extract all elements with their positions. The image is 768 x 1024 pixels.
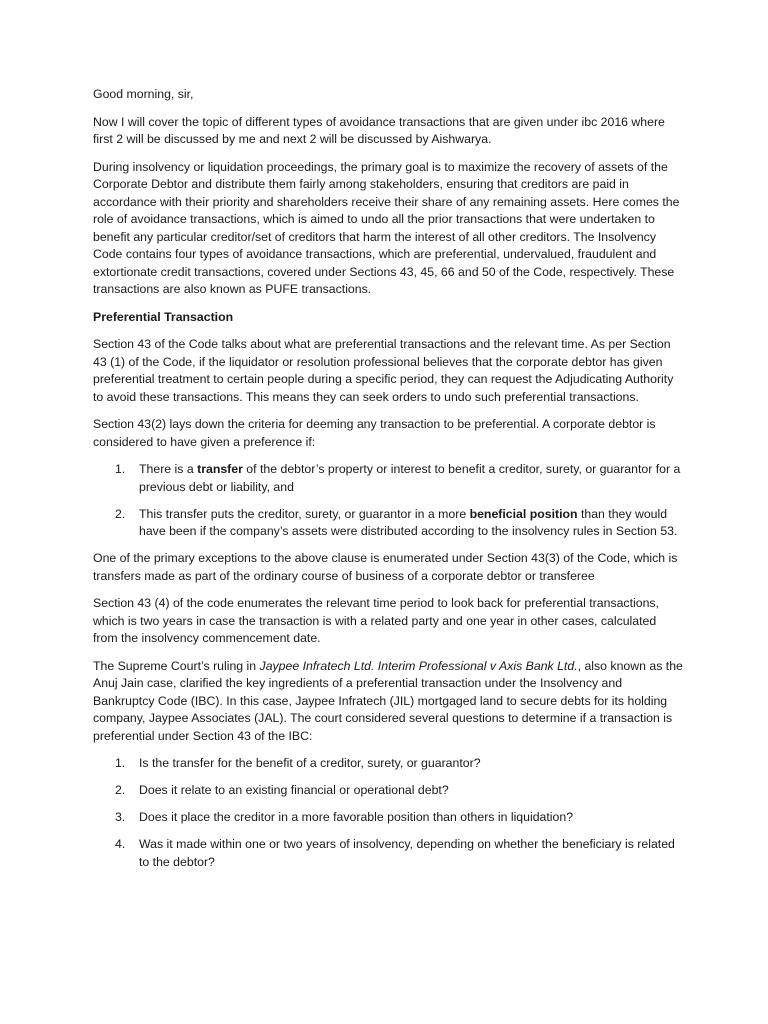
list-number: 1. [115, 756, 126, 770]
document-page [93, 86, 683, 881]
section43-1-paragraph: Section 43 of the Code talks about what are preferential transactions and the relevant time. As per Section 43 (1) of the Code, if the liquidator or resolution professional believes that the corporate debtor has given preferential treatment to certain people during a specific period, they can request the Adjudicating Authority to avoid these transactions. This means they can seek orders to undo such preferential transactions. [93, 337, 674, 404]
questions-list [93, 755, 683, 871]
section-heading: Preferential Transaction [93, 309, 234, 324]
list-item [93, 755, 683, 773]
list-text: This transfer puts the creditor, surety, or guarantor in a more beneficial position than they would have been if the company’s assets were distributed according to the insolvency rules in Section 53. [139, 506, 678, 538]
intro-paragraph: Now I will cover the topic of different types of avoidance transactions that are given under ibc 2016 where first 2 will be discussed by me and next 2 will be discussed by Aishwarya. [93, 114, 665, 146]
bold-term: beneficial position [469, 506, 578, 521]
exception-paragraph: One of the primary exceptions to the above clause is enumerated under Section 43(3) of the Code, which is transfers made as part of the ordinary course of business of a corporate debtor or transferee [93, 551, 678, 583]
section43-2-paragraph: Section 43(2) lays down the criteria for deeming any transaction to be preferential. A corporate debtor is considered to have given a preference if: [93, 417, 656, 449]
list-text: There is a transfer of the debtor’s property or interest to benefit a creditor, surety, or guarantor for a previous debt or liability, and [139, 462, 681, 494]
section43-4-paragraph: Section 43 (4) of the code enumerates the relevant time period to look back for preferential transactions, which is two years in case the transaction is with a related party and one year in other cases, calculated from the insolvency commencement date. [93, 596, 659, 645]
list-number: 2. [115, 783, 126, 797]
overview-paragraph: During insolvency or liquidation proceedings, the primary goal is to maximize the recovery of assets of the Corporate Debtor and distribute them fairly among stakeholders, ensuring that creditors are paid in accordance with their priority and shareholders receive their share of any remaining assets. Here comes the role of avoidance transactions, which is aimed to undo all the prior transactions that were undertaken to benefit any particular creditor/set of creditors that harm the interest of all other creditors. The Insolvency Code contains four types of avoidance transactions, which are preferential, undervalued, fraudulent and extortionate credit transactions, covered under Sections 43, 45, 66 and 50 of the Code, respectively. These transactions are also known as PUFE transactions. [93, 159, 680, 296]
list-number: 2. [115, 506, 126, 521]
list-number: 1. [115, 462, 126, 476]
case-paragraph: The Supreme Court’s ruling in Jaypee Infratech Ltd. Interim Professional v Axis Bank Ltd., also known as the Anuj Jain case, clarified the key ingredients of a preferential transaction under the Insolvency and Bankruptcy Code (IBC). In this case, Jaypee Infratech (JIL) mortgaged land to secure debts for its holding company, Jaypee Associates (JAL). The court considered several questions to determine if a transaction is preferential under Section 43 of the IBC: [93, 658, 683, 743]
case-name: Jaypee Infratech Ltd. Interim Professional v Axis Bank Ltd. [259, 658, 578, 673]
greeting-paragraph: Good morning, sir, [93, 87, 194, 101]
list-text: Does it relate to an existing financial or operational debt? [139, 783, 449, 797]
list-item [93, 809, 683, 827]
list-number: 4. [115, 837, 126, 851]
list-item [93, 461, 683, 496]
list-item [93, 782, 683, 800]
bold-term: transfer [197, 462, 243, 476]
list-item [93, 836, 683, 871]
criteria-list [93, 461, 683, 541]
list-number: 3. [115, 810, 126, 824]
list-item [93, 506, 683, 541]
list-text: Does it place the creditor in a more favorable position than others in liquidation? [139, 810, 574, 824]
list-text: Is the transfer for the benefit of a creditor, surety, or guarantor? [139, 756, 481, 770]
list-text: Was it made within one or two years of insolvency, depending on whether the beneficiary is related to the debtor? [139, 837, 675, 869]
